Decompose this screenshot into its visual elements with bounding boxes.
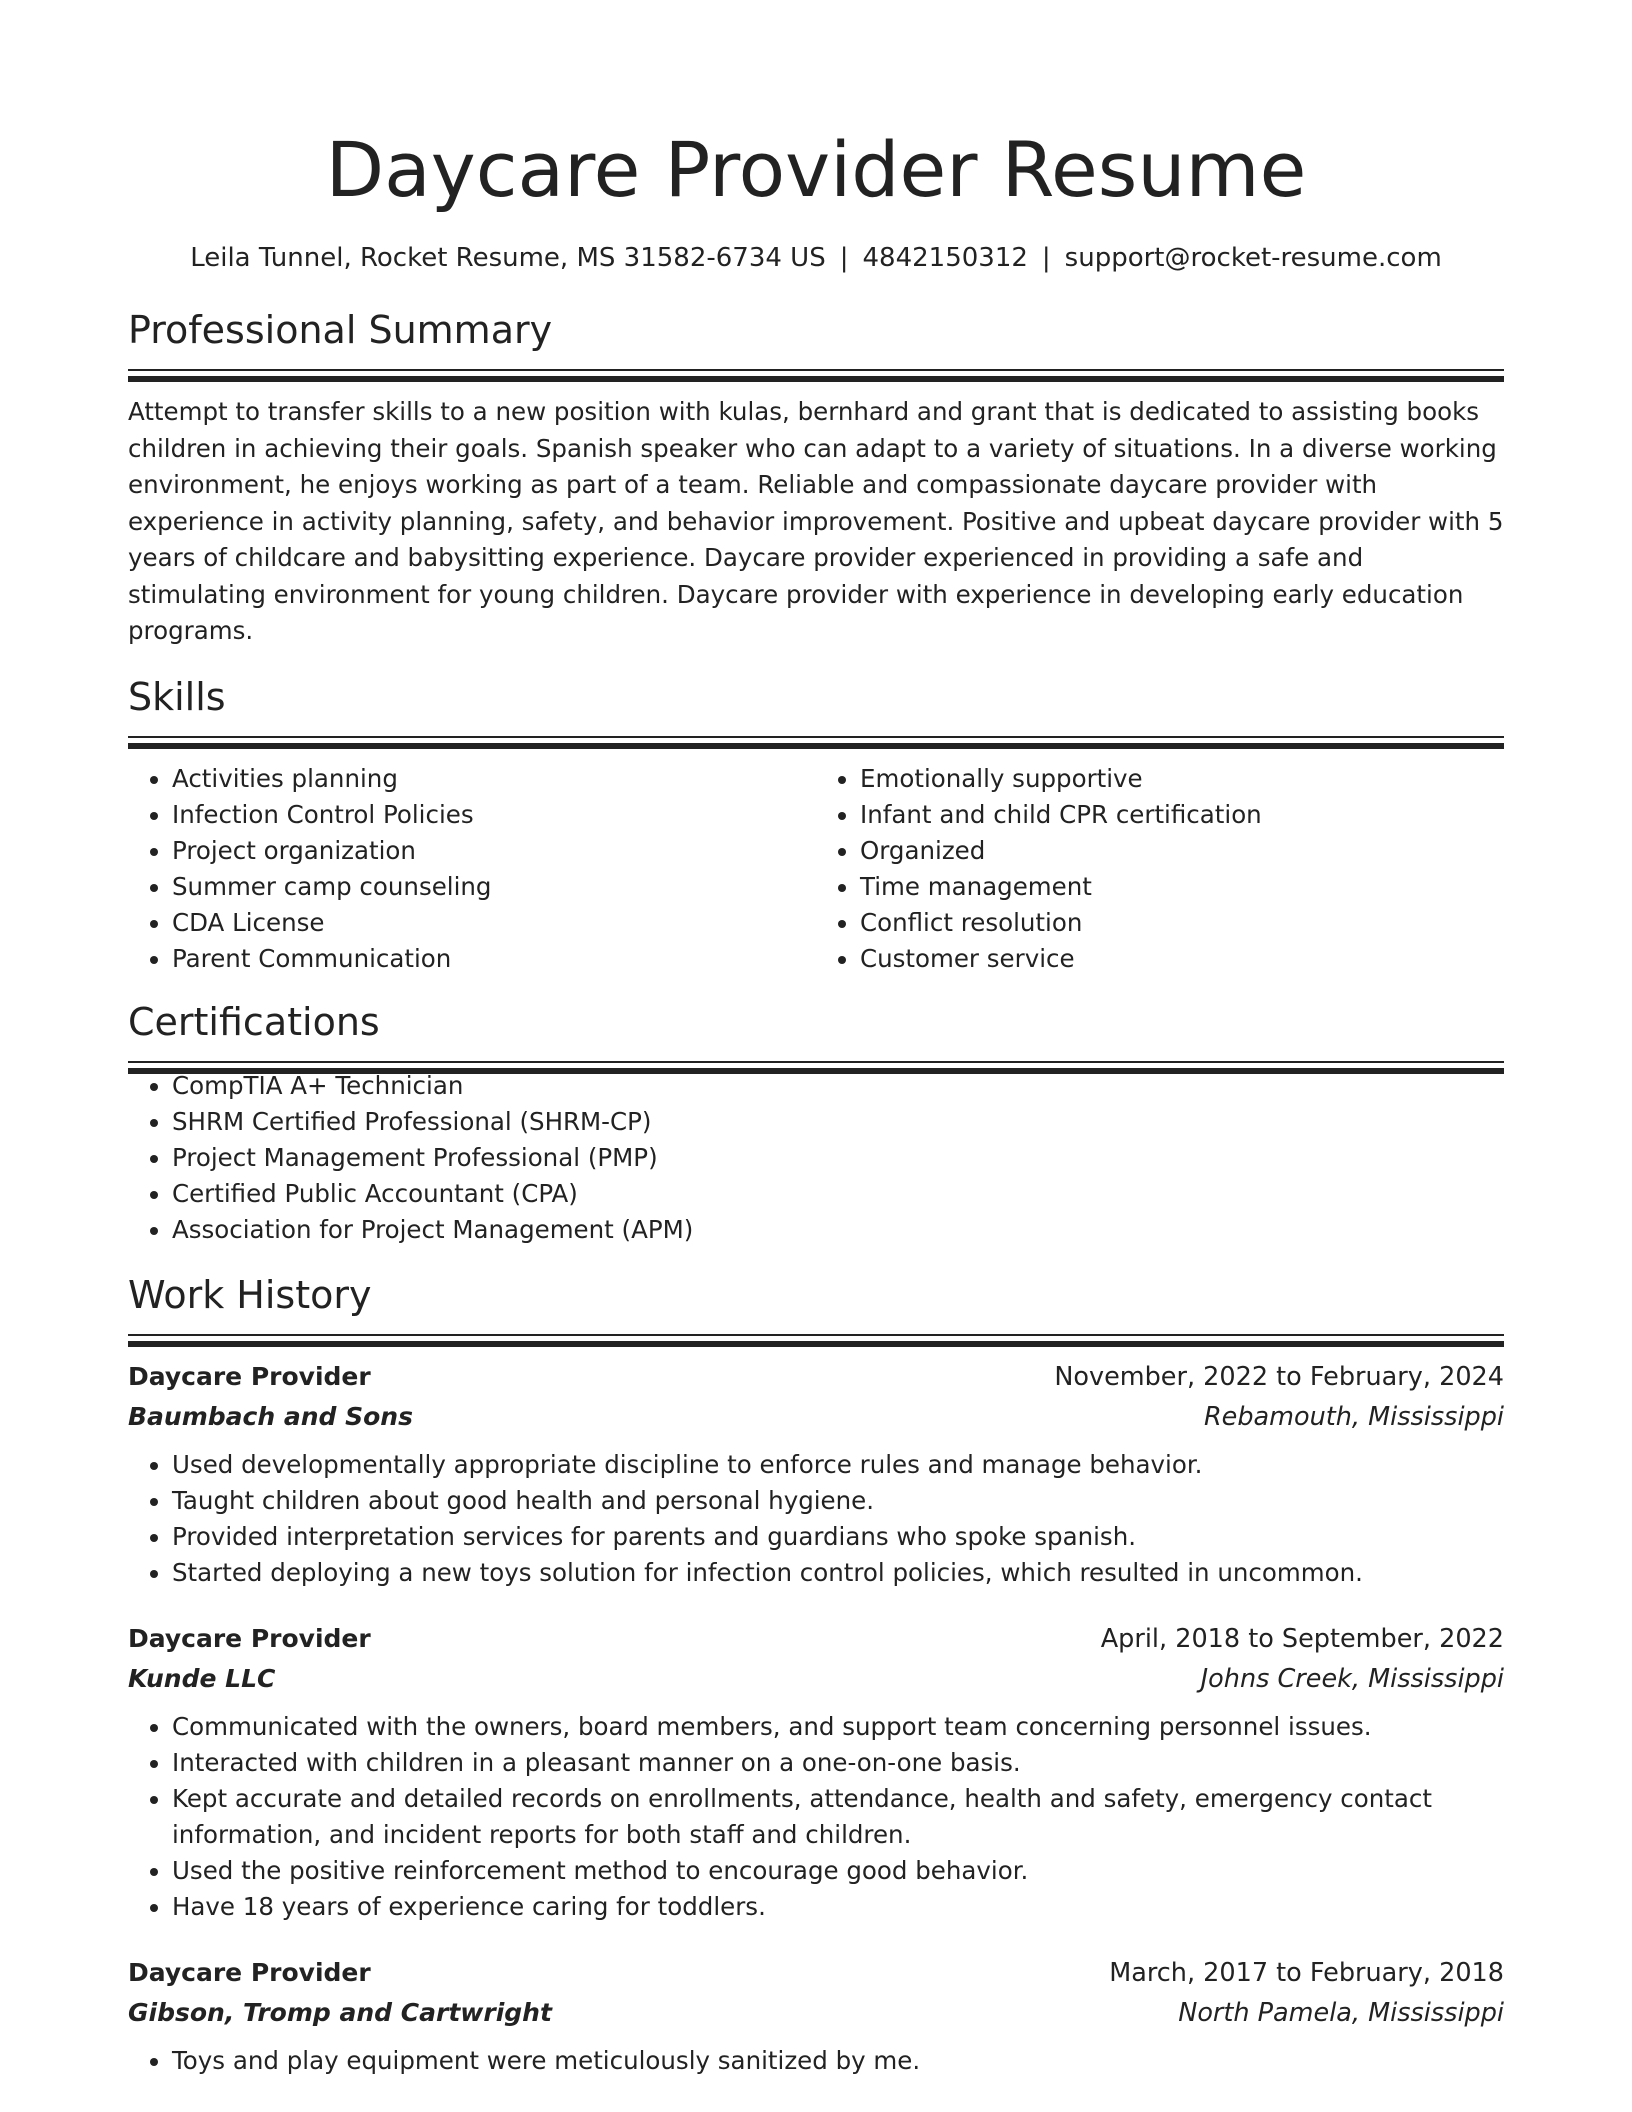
section-divider <box>128 369 1504 376</box>
job-location: North Pamela, Mississippi <box>1178 1997 1504 2028</box>
certification-item: • Association for Project Management (APM) <box>172 1212 1504 1248</box>
contact-separator: | <box>839 243 849 273</box>
job-dates: November, 2022 to February, 2024 <box>1054 1361 1504 1392</box>
job-header-row <box>128 1357 1504 1397</box>
skill-item: • CDA License <box>172 905 816 941</box>
skills-column-left <box>128 761 816 977</box>
certification-item: • Certified Public Accountant (CPA) <box>172 1176 1504 1212</box>
skills-heading: Skills <box>128 674 226 719</box>
job-duty-item: • Used developmentally appropriate discipline to enforce rules and manage behavior. <box>172 1447 1504 1483</box>
job-location: Rebamouth, Mississippi <box>1203 1401 1504 1432</box>
skill-item: • Parent Communication <box>172 941 816 977</box>
summary-text: Attempt to transfer skills to a new position with kulas, bernhard and grant that is dedicated to assisting books children in achieving their goals. Spanish speaker who can adapt to a variety of situations. In a diverse working environment, he enjoys working as part of a team. Reliable and compassionate daycare provider with experience in activity planning, safety, and behavior improvement. Positive and upbeat daycare provider with 5 years of childcare and babysitting experience. Daycare provider experienced in providing a safe and stimulating environment for young children. Daycare provider with experience in developing early education programs. <box>128 397 1504 645</box>
job-entry <box>128 1953 1504 2079</box>
job-dates: April, 2018 to September, 2022 <box>1100 1623 1504 1654</box>
skill-item: • Infection Control Policies <box>172 797 816 833</box>
job-header-row <box>128 1953 1504 1993</box>
job-duty-item: • Communicated with the owners, board members, and support team concerning personnel issues. <box>172 1709 1504 1745</box>
section-divider <box>128 736 1504 743</box>
job-entry <box>128 1619 1504 1925</box>
certifications-heading: Certifications <box>128 999 380 1044</box>
contact-address: Leila Tunnel, Rocket Resume, MS 31582-6734 US <box>190 243 826 273</box>
work-history-heading: Work History <box>128 1272 372 1317</box>
job-company: Gibson, Tromp and Cartwright <box>128 1997 552 2027</box>
contact-line <box>128 240 1504 276</box>
skills-column-right <box>816 761 1504 977</box>
job-entry <box>128 1357 1504 1591</box>
skill-item: • Time management <box>860 869 1504 905</box>
job-duty-item: • Kept accurate and detailed records on enrollments, attendance, health and safety, emergency contact information, and incident reports for both staff and children. <box>172 1781 1504 1853</box>
skills-list-right <box>816 761 1504 977</box>
summary-heading: Professional Summary <box>128 308 553 352</box>
job-company: Kunde LLC <box>128 1663 276 1693</box>
certifications-section <box>128 997 1504 1248</box>
skills-section <box>128 672 1504 977</box>
skill-item: • Activities planning <box>172 761 816 797</box>
section-divider <box>128 1334 1504 1341</box>
skill-item: • Conflict resolution <box>860 905 1504 941</box>
job-title: Daycare Provider <box>128 1623 371 1653</box>
summary-section <box>128 305 1504 650</box>
job-duty-item: • Have 18 years of experience caring for toddlers. <box>172 1889 1504 1925</box>
skill-item: • Infant and child CPR certification <box>860 797 1504 833</box>
job-duty-item: • Taught children about good health and personal hygiene. <box>172 1483 1504 1519</box>
contact-email: support@rocket-resume.com <box>1064 243 1442 273</box>
job-company: Baumbach and Sons <box>128 1401 413 1431</box>
section-divider <box>128 1061 1504 1068</box>
skill-item: • Customer service <box>860 941 1504 977</box>
job-dates: March, 2017 to February, 2018 <box>1109 1957 1504 1988</box>
job-company-row <box>128 1397 1504 1437</box>
job-company-row <box>128 1659 1504 1699</box>
job-company-row <box>128 1993 1504 2033</box>
job-title: Daycare Provider <box>128 1361 371 1391</box>
job-duties-list <box>128 1447 1504 1591</box>
job-duty-item: • Started deploying a new toys solution for infection control policies, which resulted in uncommon. <box>172 1555 1504 1591</box>
job-duty-item: • Provided interpretation services for parents and guardians who spoke spanish. <box>172 1519 1504 1555</box>
job-duty-item: • Used the positive reinforcement method to encourage good behavior. <box>172 1853 1504 1889</box>
certifications-list <box>128 1068 1504 1248</box>
job-duty-item: • Toys and play equipment were meticulously sanitized by me. <box>172 2043 1504 2079</box>
certification-item: • CompTIA A+ Technician <box>172 1068 1504 1104</box>
work-history-section <box>128 1270 1504 2079</box>
contact-separator: | <box>1041 243 1051 273</box>
skill-item: • Project organization <box>172 833 816 869</box>
skill-item: • Organized <box>860 833 1504 869</box>
job-title: Daycare Provider <box>128 1957 371 1987</box>
certification-item: • SHRM Certified Professional (SHRM-CP) <box>172 1104 1504 1140</box>
page-title: Daycare Provider Resume <box>325 125 1307 214</box>
job-header-row <box>128 1619 1504 1659</box>
skills-list-left <box>128 761 816 977</box>
certification-item: • Project Management Professional (PMP) <box>172 1140 1504 1176</box>
skills-grid <box>128 761 1504 977</box>
contact-phone: 4842150312 <box>862 243 1028 273</box>
job-duties-list <box>128 2043 1504 2079</box>
skill-item: • Summer camp counseling <box>172 869 816 905</box>
job-location: Johns Creek, Mississippi <box>1200 1663 1504 1694</box>
job-duty-item: • Interacted with children in a pleasant manner on a one-on-one basis. <box>172 1745 1504 1781</box>
job-duties-list <box>128 1709 1504 1925</box>
skill-item: • Emotionally supportive <box>860 761 1504 797</box>
